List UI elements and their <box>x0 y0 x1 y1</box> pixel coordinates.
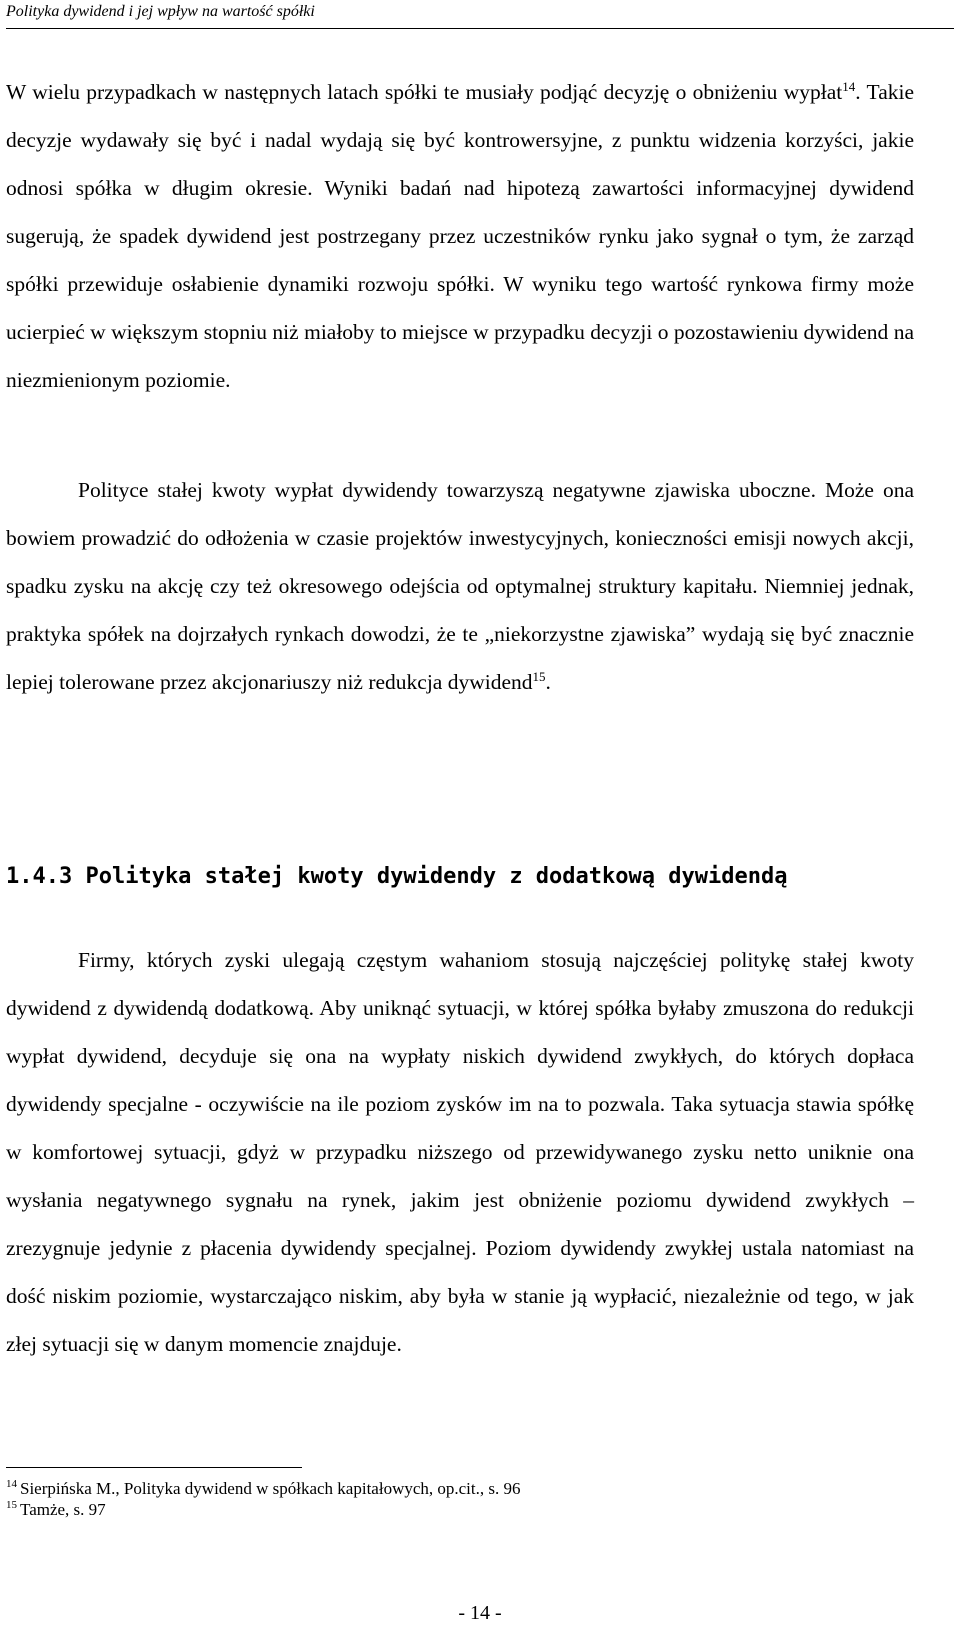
paragraph-1-text: W wielu przypadkach w następnych latach spółki te musiały podjąć decyzję o obniżeniu wypłat <box>6 80 843 104</box>
footnote-14 <box>6 1478 906 1499</box>
paragraph-2 <box>6 466 914 706</box>
section-heading: 1.4.3 Polityka stałej kwoty dywidendy z dodatkową dywidendą <box>6 864 788 889</box>
footnote-text: Sierpińska M., Polityka dywidend w spółkach kapitałowych, op.cit., s. 96 <box>20 1479 521 1498</box>
footnote-divider <box>6 1467 302 1468</box>
paragraph-1-text-cont: . Takie decyzje wydawały się być i nadal wydają się być kontrowersyjne, z punktu widzenia korzyści, jakie odnosi spółka w długim okresie. Wyniki badań nad hipotezą zawartości informacyjnej dywidend sugerują, że spadek dywidend jest postrzegany przez uczestników rynku jako sygnał o tym, że zarząd spółki przewiduje osłabienie dynamiki rozwoju spółki. W wyniku tego wartość rynkowa firmy może ucierpieć w większym stopniu niż miałoby to miejsce w przypadku decyzji o pozostawieniu dywidend na niezmienionym poziomie. <box>6 80 915 392</box>
section-paragraph: Firmy, których zyski ulegają częstym wahaniom stosują najczęściej politykę stałej kwoty dywidend z dywidendą dodatkową. Aby uniknąć sytuacji, w której spółka byłaby zmuszona do redukcji wypłat dywidend, decyduje się ona na wypłaty niskich dywidend zwykłych, do których dopłaca dywidendy specjalne - oczywiście na ile poziom zysków im na to pozwala. Taka sytuacja stawia spółkę w komfortowej sytuacji, gdyż w przypadku niższego od przewidywanego zysku netto uniknie ona wysłania negatywnego sygnału na rynek, jakim jest obniżenie poziomu dywidend zwykłych – zrezygnuje jedynie z płacenia dywidendy specjalnej. Poziom dywidendy zwykłej ustala natomiast na dość niskim poziomie, wystarczająco niskim, aby była w stanie ją wypłacić, niezależnie od tego, w jak złej sytuacji się w danym momencie znajduje. <box>6 948 914 1356</box>
paragraph-1 <box>6 68 914 404</box>
footnote-text: Tamże, s. 97 <box>20 1500 106 1519</box>
page-number: - 14 - <box>458 1602 502 1624</box>
footnote-ref-15[interactable]: 15 <box>532 668 546 684</box>
running-header <box>6 0 954 29</box>
footnote-15 <box>6 1499 906 1520</box>
footnote-ref-14[interactable]: 14 <box>842 78 856 94</box>
footnotes <box>6 1478 906 1520</box>
paragraph-2-text: Polityce stałej kwoty wypłat dywidendy towarzyszą negatywne zjawiska uboczne. Może ona bowiem prowadzić do odłożenia w czasie projektów inwestycyjnych, konieczności emisji nowych akcji, spadku zysku na akcję czy też okresowego odejścia od optymalnej struktury kapitału. Niemniej jednak, praktyka spółek na dojrzałych rynkach dowodzi, że te „niekorzystne zjawiska” wydają się być znacznie lepiej tolerowane przez akcjonariuszy niż redukcja dywidend <box>6 478 914 694</box>
footnote-number: 14 <box>6 1478 17 1491</box>
paragraph-2-text-cont: . <box>545 670 551 694</box>
footnote-number: 15 <box>6 1499 17 1512</box>
running-title: Polityka dywidend i jej wpływ na wartość spółki <box>6 3 315 20</box>
